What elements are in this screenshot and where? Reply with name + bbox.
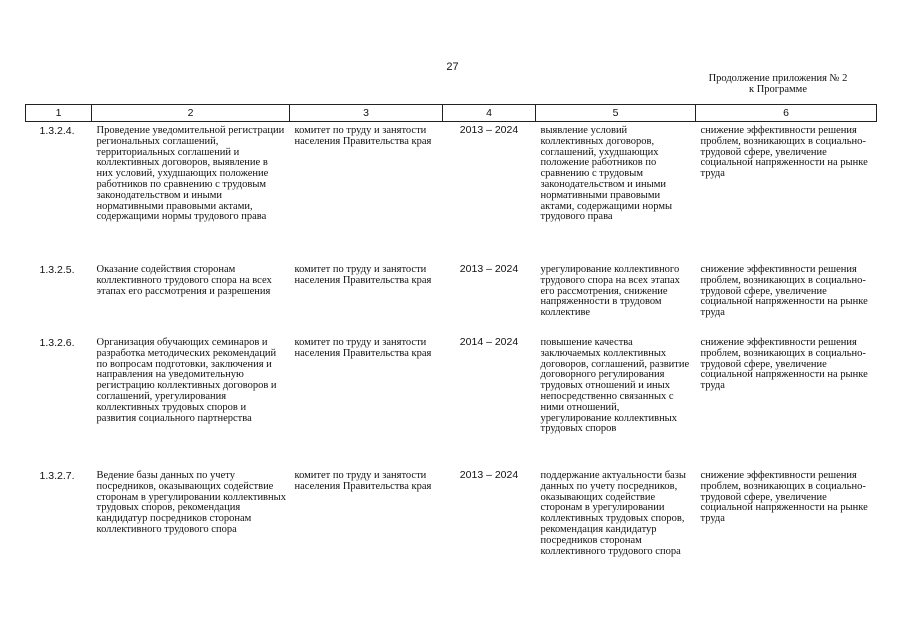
- column-header-6: 6: [696, 105, 877, 122]
- period-cell: 2014 – 2024: [459, 336, 519, 348]
- column-header-3: 3: [290, 105, 443, 122]
- executor-cell: комитет по труду и занятости населения Правительства края: [294, 337, 432, 359]
- item-number: 1.3.2.6.: [39, 337, 75, 349]
- page-number: 27: [446, 61, 459, 73]
- column-header-4: 4: [443, 105, 536, 122]
- period-cell: 2013 – 2024: [459, 124, 519, 136]
- executor-cell: комитет по труду и занятости населения Правительства края: [294, 125, 432, 147]
- result-cell: выявление условий коллективных договоров, соглашений, ухудшающих положение работников по сравнению с трудовым законодательством и иными нормативными правовыми актами, содержащими нормы трудового права: [540, 125, 673, 223]
- activity-cell: Ведение базы данных по учету посредников, оказывающих содействие сторонам в урегулировании коллективных трудовых споров, рекомендация кандидатур посредников сторонам коллективного трудового спора: [96, 470, 286, 535]
- appendix-note-line2: к Программе: [749, 84, 807, 95]
- result-cell: урегулирование коллективного трудового спора на всех этапах его рассмотрения, снижение напряженности в трудовом коллективе: [540, 264, 680, 319]
- result-cell: повышение качества заключаемых коллективных договоров, соглашений, развитие договорного регулирования трудовых отношений и иных непосредственно связанных с ними отношений, урегулирование коллективных трудовых споров: [540, 337, 690, 435]
- activity-cell: Оказание содействия сторонам коллективного трудового спора на всех этапах его рассмотрения и разрешения: [96, 264, 272, 297]
- table-row: [26, 334, 877, 467]
- period-cell: 2013 – 2024: [459, 469, 519, 481]
- effect-cell: снижение эффективности решения проблем, возникающих в социально-трудовой сфере, увеличение социальной напряженности на рынке труда: [700, 125, 868, 180]
- executor-cell: комитет по труду и занятости населения Правительства края: [294, 264, 432, 286]
- item-number: 1.3.2.7.: [39, 470, 75, 482]
- effect-cell: снижение эффективности решения проблем, возникающих в социально-трудовой сфере, увеличение социальной напряженности на рынке труда: [700, 470, 868, 525]
- activity-cell: Проведение уведомительной регистрации региональных соглашений, территориальных соглашений и коллективных договоров, выявление в них условий, ухудшающих положение работников по сравнению с трудовым законодательством и иными нормативными правовыми актами, содержащими нормы трудового права: [96, 125, 285, 223]
- program-activities-table: [25, 104, 877, 609]
- column-header-5: 5: [536, 105, 696, 122]
- result-cell: поддержание актуальности базы данных по учету посредников, оказывающих содействие сторонам в урегулировании коллективных трудовых споров, рекомендация кандидатур посредников сторонам коллективного трудового спора: [540, 470, 686, 557]
- activity-cell: Организация обучающих семинаров и разработка методических рекомендаций по вопросам подготовки, заключения и направления на уведомительную регистрацию коллективных договоров и соглашений, урегулирования коллективных трудовых споров и развития социального партнерства: [96, 337, 277, 424]
- table-row: [26, 261, 877, 334]
- effect-cell: снижение эффективности решения проблем, возникающих в социально-трудовой сфере, увеличение социальной напряженности на рынке труда: [700, 264, 868, 319]
- item-number: 1.3.2.5.: [39, 264, 75, 276]
- period-cell: 2013 – 2024: [459, 263, 519, 275]
- appendix-note: [688, 73, 868, 95]
- table-row: [26, 467, 877, 609]
- table-header-row: [26, 105, 877, 122]
- executor-cell: комитет по труду и занятости населения Правительства края: [294, 470, 432, 492]
- column-header-1: 1: [26, 105, 92, 122]
- table-row: [26, 122, 877, 262]
- effect-cell: снижение эффективности решения проблем, возникающих в социально-трудовой сфере, увеличение социальной напряженности на рынке труда: [700, 337, 868, 392]
- column-header-2: 2: [92, 105, 290, 122]
- appendix-note-line1: Продолжение приложения № 2: [708, 73, 848, 84]
- item-number: 1.3.2.4.: [39, 125, 75, 137]
